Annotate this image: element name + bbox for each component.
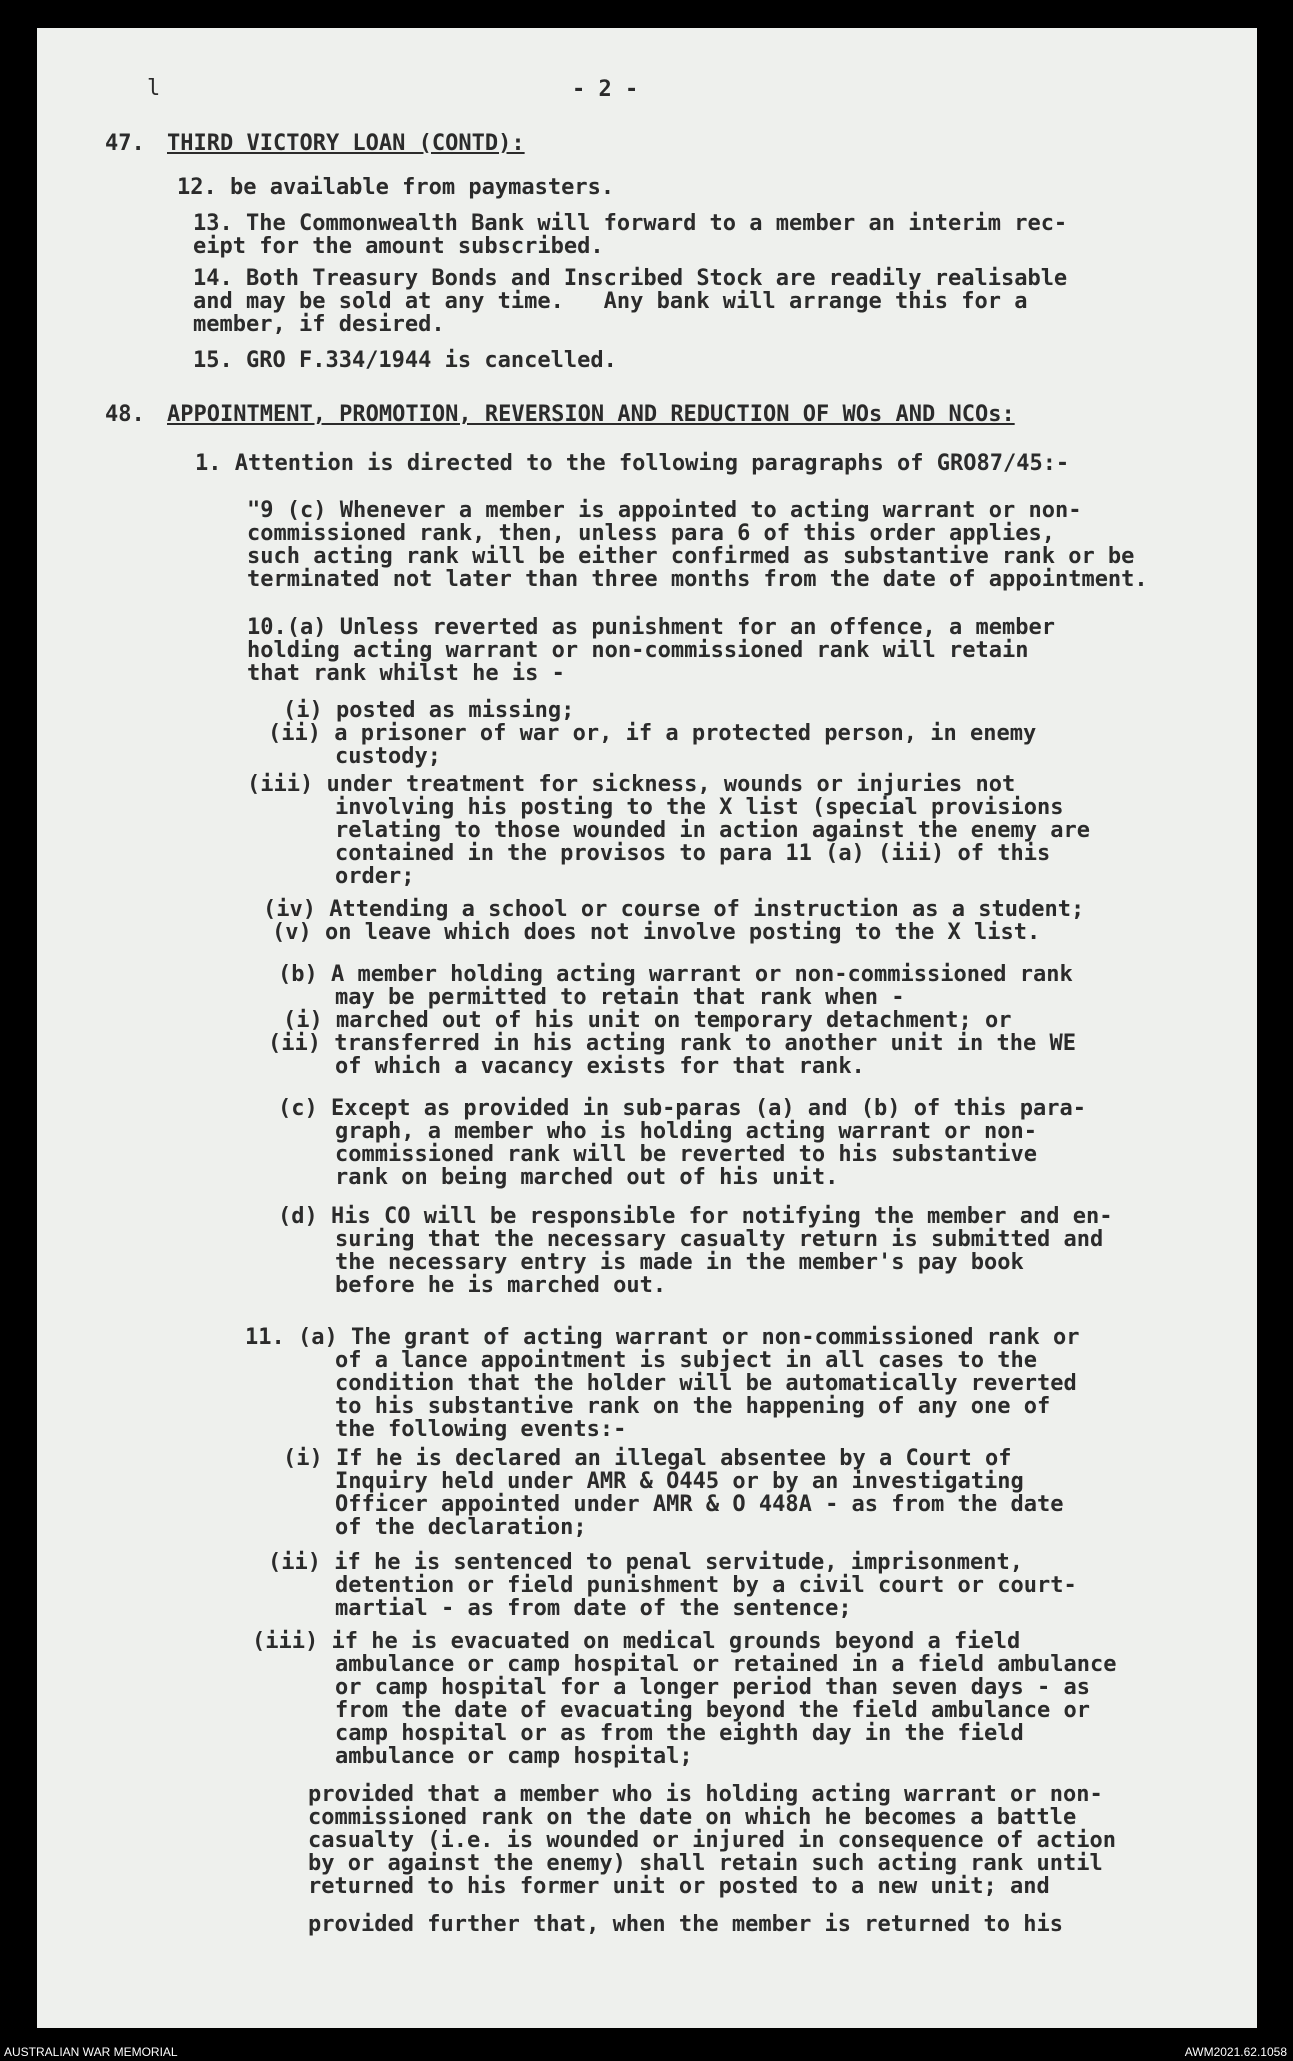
para11a-line: 11. (a) The grant of acting warrant or non-commissioned rank or (245, 1325, 1080, 1350)
para11a-line: of the declaration; (335, 1515, 587, 1540)
footer-accession-number: AWM2021.62.1058 (1184, 2045, 1287, 2059)
para11a-line: detention or field punishment by a civil court or court- (335, 1573, 1077, 1598)
footer-institution: AUSTRALIAN WAR MEMORIAL (4, 2045, 178, 2059)
para10b-line: of which a vacancy exists for that rank. (335, 1054, 865, 1079)
para10a-line: that rank whilst he is - (247, 661, 565, 686)
para10c-line: graph, a member who is holding acting warrant or non- (335, 1119, 1037, 1144)
para11a-line: of a lance appointment is subject in all cases to the (335, 1348, 1037, 1373)
para9-line: terminated not later than three months from the date of appointment. (247, 567, 1148, 592)
para11a-line: condition that the holder will be automatically reverted (335, 1371, 1077, 1396)
para11a-line: or camp hospital for a longer period than seven days - as (335, 1675, 1090, 1700)
para11a-line: martial - as from date of the sentence; (335, 1596, 852, 1621)
para11a-line: (i) If he is declared an illegal absentee by a Court of (283, 1446, 1012, 1471)
para10c-line: (c) Except as provided in sub-paras (a) and (b) of this para- (278, 1096, 1086, 1121)
para11a-line: to his substantive rank on the happening of any one of (335, 1394, 1051, 1419)
para11a-line: Inquiry held under AMR & O445 or by an investigating (335, 1469, 1024, 1494)
para10a-item: (v) on leave which does not involve posting to the X list. (272, 920, 1041, 945)
s47-line: and may be sold at any time. Any bank will arrange this for a (193, 289, 1028, 314)
para9-line: "9 (c) Whenever a member is appointed to acting warrant or non- (247, 498, 1082, 523)
para10d-line: before he is marched out. (335, 1273, 667, 1298)
para10a-line: 10.(a) Unless reverted as punishment for an offence, a member (247, 615, 1055, 640)
proviso-line: casualty (i.e. is wounded or injured in consequence of action (308, 1828, 1116, 1853)
section-48-title: APPOINTMENT, PROMOTION, REVERSION AND REDUCTION OF WOs AND NCOs: (167, 402, 1015, 427)
para10c-line: rank on being marched out of his unit. (335, 1165, 839, 1190)
para11a-line: (iii) if he is evacuated on medical grounds beyond a field (252, 1629, 1021, 1654)
para11a-line: camp hospital or as from the eighth day in the field (335, 1721, 1024, 1746)
para10a-item: relating to those wounded in action against the enemy are (335, 818, 1090, 843)
para10a-item: (iii) under treatment for sickness, wounds or injuries not (247, 772, 1016, 797)
s47-line: 15. GRO F.334/1944 is cancelled. (193, 348, 617, 373)
para10d-line: the necessary entry is made in the member's pay book (335, 1250, 1024, 1275)
proviso-further-line: provided further that, when the member is returned to his (308, 1912, 1063, 1937)
para10d-line: suring that the necessary casualty return is submitted and (335, 1227, 1104, 1252)
para11a-line: (ii) if he is sentenced to penal servitude, imprisonment, (268, 1550, 1023, 1575)
para11a-line: ambulance or camp hospital; (335, 1744, 693, 1769)
s47-line: member, if desired. (193, 312, 445, 337)
section-48-number: 48. (105, 402, 145, 427)
para11a-line: ambulance or camp hospital or retained in a field ambulance (335, 1652, 1117, 1677)
para10a-item: custody; (335, 744, 441, 769)
s47-line: 13. The Commonwealth Bank will forward to a member an interim rec- (193, 211, 1068, 236)
para10b-line: (b) A member holding acting warrant or non-commissioned rank (278, 962, 1073, 987)
para11a-line: from the date of evacuating beyond the field ambulance or (335, 1698, 1090, 1723)
section-47-number: 47. (105, 131, 145, 156)
s47-line: 12. be available from paymasters. (177, 175, 615, 200)
para10a-item: (ii) a prisoner of war or, if a protected person, in enemy (268, 721, 1037, 746)
margin-mark: l (147, 76, 161, 101)
para10b-line: may be permitted to retain that rank when - (335, 985, 905, 1010)
para10a-item: (iv) Attending a school or course of instruction as a student; (263, 897, 1085, 922)
para11a-line: Officer appointed under AMR & O 448A - as from the date (335, 1492, 1064, 1517)
proviso-line: returned to his former unit or posted to a new unit; and (308, 1874, 1050, 1899)
para10b-line: (i) marched out of his unit on temporary detachment; or (283, 1008, 1012, 1033)
para11a-line: the following events:- (335, 1417, 627, 1442)
page-number: - 2 - (572, 77, 639, 102)
para9-line: commissioned rank, then, unless para 6 of this order applies, (247, 521, 1055, 546)
para10d-line: (d) His CO will be responsible for notifying the member and en- (278, 1204, 1113, 1229)
para10a-line: holding acting warrant or non-commissioned rank will retain (247, 638, 1029, 663)
proviso-line: provided that a member who is holding acting warrant or non- (308, 1782, 1103, 1807)
proviso-line: by or against the enemy) shall retain such acting rank until (308, 1851, 1103, 1876)
s47-line: eipt for the amount subscribed. (193, 234, 604, 259)
proviso-line: commissioned rank on the date on which he becomes a battle (308, 1805, 1077, 1830)
para10c-line: commissioned rank will be reverted to his substantive (335, 1142, 1037, 1167)
para10a-item: (i) posted as missing; (283, 698, 575, 723)
para10a-item: contained in the provisos to para 11 (a) (iii) of this (335, 841, 1051, 866)
para10b-line: (ii) transferred in his acting rank to another unit in the WE (268, 1031, 1076, 1056)
para10a-item: order; (335, 864, 415, 889)
s48-intro: 1. Attention is directed to the following paragraphs of GRO87/45:- (195, 451, 1070, 476)
para10a-item: involving his posting to the X list (special provisions (335, 795, 1064, 820)
s47-line: 14. Both Treasury Bonds and Inscribed Stock are readily realisable (193, 266, 1068, 291)
section-47-title: THIRD VICTORY LOAN (CONTD): (167, 131, 525, 156)
para9-line: such acting rank will be either confirmed as substantive rank or be (247, 544, 1135, 569)
